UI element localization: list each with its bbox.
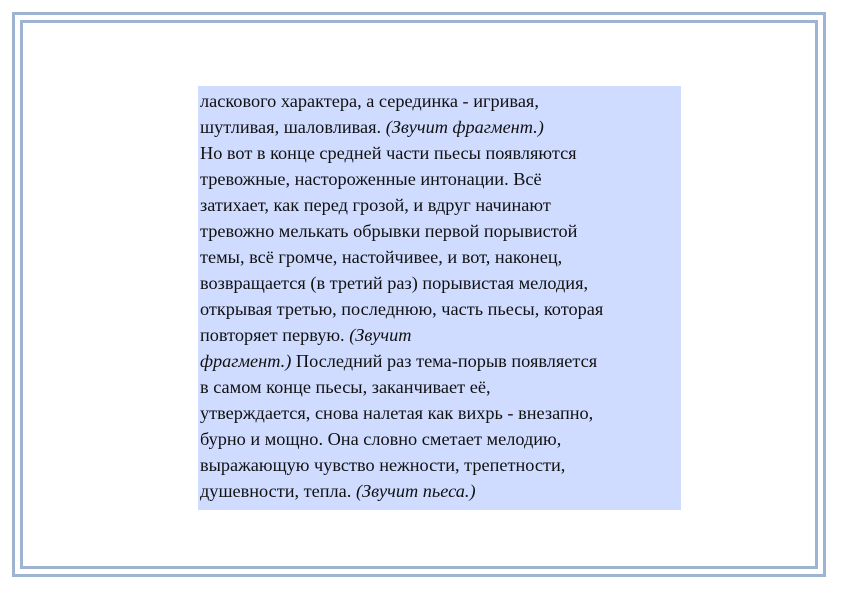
text-line: [200, 348, 681, 374]
text-line: [200, 218, 681, 244]
text-line: [200, 374, 681, 400]
italic-remark: (Звучит пьеса.): [355, 481, 476, 501]
text-line: [200, 114, 681, 140]
text-line: [200, 244, 681, 270]
text-segment: выражающую чувство нежности, трепетности,: [200, 455, 566, 475]
text-line: [200, 426, 681, 452]
text-segment: повторяет первую.: [200, 325, 350, 345]
text-segment: темы, всё громче, настойчивее, и вот, наконец,: [200, 247, 563, 267]
text-box: [198, 86, 681, 510]
text-line: [200, 88, 681, 114]
text-segment: в самом конце пьесы, заканчивает её,: [200, 377, 491, 397]
text-line: [200, 166, 681, 192]
text-segment: Последний раз тема-порыв появляется: [291, 351, 598, 371]
text-segment: ласкового характера, а серединка - игривая,: [200, 91, 539, 111]
text-segment: возвращается (в третий раз) порывистая мелодия,: [200, 273, 589, 293]
text-segment: открывая третью, последнюю, часть пьесы, которая: [200, 299, 604, 319]
text-segment: тревожные, настороженные интонации. Всё: [200, 169, 542, 189]
text-segment: бурно и мощно. Она словно сметает мелодию,: [200, 429, 562, 449]
text-segment: затихает, как перед грозой, и вдруг начинают: [200, 195, 551, 215]
text-line: [200, 270, 681, 296]
text-line: [200, 296, 681, 322]
text-line: [200, 322, 681, 348]
italic-remark: фрагмент.): [200, 351, 292, 371]
text-segment: душевности, тепла.: [200, 481, 356, 501]
text-line: [200, 192, 681, 218]
text-segment: Но вот в конце средней части пьесы появляются: [200, 143, 577, 163]
italic-remark: (Звучит: [349, 325, 412, 345]
text-segment: тревожно мелькать обрывки первой порывистой: [200, 221, 578, 241]
italic-remark: (Звучит фрагмент.): [385, 117, 544, 137]
text-segment: утверждается, снова налетая как вихрь - внезапно,: [200, 403, 594, 423]
text-line: [200, 452, 681, 478]
text-line: [200, 478, 681, 504]
text-line: [200, 140, 681, 166]
text-segment: шутливая, шаловливая.: [200, 117, 386, 137]
text-line: [200, 400, 681, 426]
